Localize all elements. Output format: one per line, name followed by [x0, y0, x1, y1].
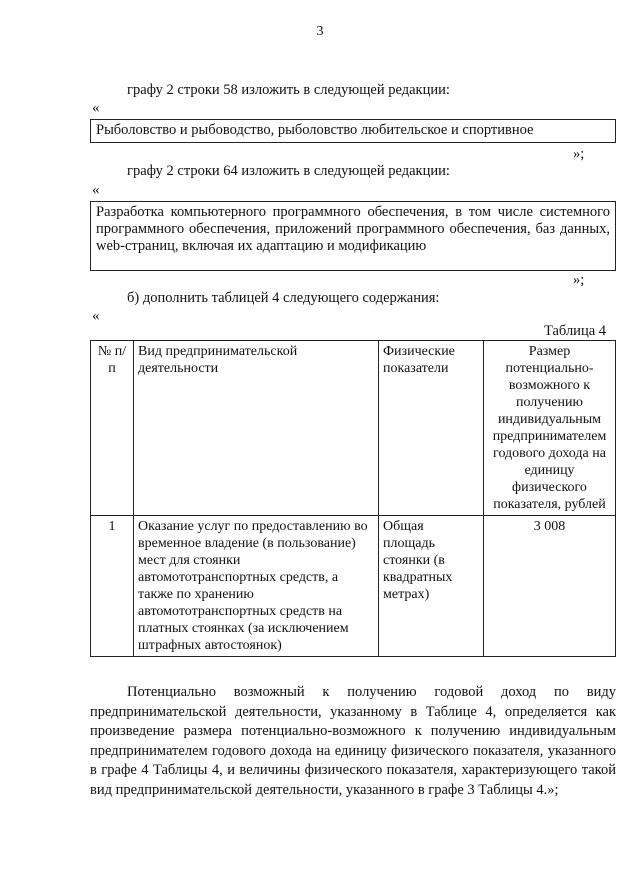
item1-intro: графу 2 строки 58 изложить в следующей редакции: — [127, 82, 450, 98]
closing-paragraph: Потенциально возможный к получению годовой доход по виду предпринимательской деятельности, указанному в Таблице 4, определяется как произведение размера потенциально-возможного к получению индивидуальным предпринимателем годового дохода на единицу физического показателя, указанного в графе 4 Таблицы 4, и величины физического показателя, характеризующего такой вид предпринимательской деятельности, указанного в графе 3 Таблицы 4.»; — [90, 684, 616, 798]
item1-box-text: Рыболовство и рыбоводство, рыболовство любительское и спортивное — [96, 122, 534, 138]
item3-open-quote: « — [92, 308, 100, 324]
item2-open-quote: « — [92, 182, 100, 198]
cell-activity: Оказание услуг по предоставлению во временное владение (в пользование) мест для стоянки автомототранспортных средств, а также по хранению автомототранспортных средств на платных стоянках (за исключением штрафных автостоянок) — [134, 516, 379, 657]
cell-size: 3 008 — [484, 516, 616, 657]
item2-box-text: Разработка компьютерного программного обеспечения, в том числе системного программного обеспечения, приложений программного обеспечения, баз данных, web-страниц, включая их адаптацию и модификацию — [96, 204, 610, 254]
item1-text-box — [90, 119, 616, 143]
item1-open-quote: « — [92, 100, 100, 116]
table4-caption: Таблица 4 — [544, 323, 607, 339]
item2-intro: графу 2 строки 64 изложить в следующей редакции: — [127, 163, 450, 179]
table4 — [90, 340, 616, 657]
header-indicators: Физические показатели — [379, 341, 484, 516]
item2-close-quote: »; — [573, 272, 585, 288]
cell-indicators: Общая площадь стоянки (в квадратных метрах) — [379, 516, 484, 657]
table-row — [91, 516, 616, 657]
header-size: Размер потенциально-возможного к получению индивидуальным предпринимателем годового дохода на единицу физического показателя, рублей — [484, 341, 616, 516]
page-number: 3 — [316, 24, 324, 39]
item3-intro: б) дополнить таблицей 4 следующего содержания: — [127, 290, 440, 306]
header-num: № п/п — [91, 341, 134, 516]
item1-close-quote: »; — [573, 146, 585, 162]
item2-text-box — [90, 201, 616, 271]
header-activity: Вид предпринимательской деятельности — [134, 341, 379, 516]
cell-num: 1 — [91, 516, 134, 657]
table-header-row — [91, 341, 616, 516]
